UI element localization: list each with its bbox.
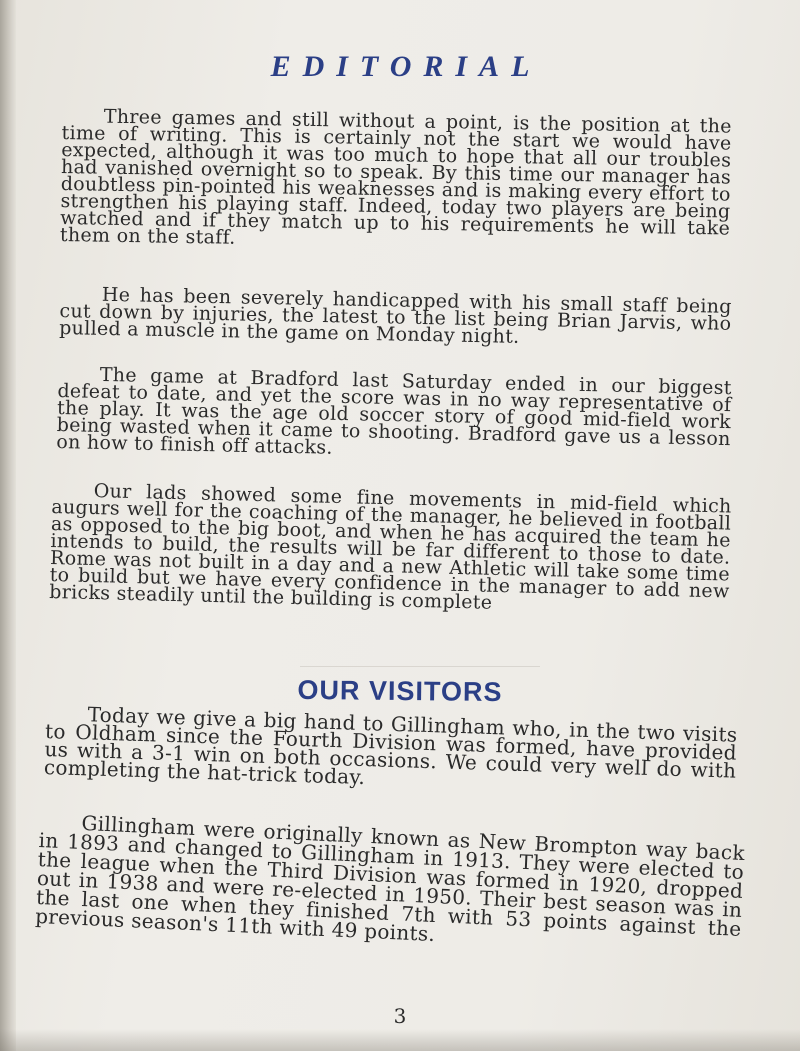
page-spine-shadow	[0, 0, 16, 1051]
visitors-paragraph-2: Gillingham were originally known as New Brompton way back in 1893 and changed to Gillingham in 1913. They were elected to the league when the Third Division was formed in 1920, dropped out in 1938 and were re-elected in 1950. Their best season was in the last one when they finished 7th with 53 points against the previous season's 11th with 49 points.	[34, 810, 746, 947]
editorial-paragraph-1: Three games and still without a point, is the position at the time of writing. This is certainly not the start we would have expected, although it was too much to hope that all our troubles had vanished overnight so to speak. By this time our manager has doubtless pin-pointed his weaknesses and is making every effort to strengthen his playing staff. Indeed, today two players are being watched and if they match up to his requirements he will take them on the staff.	[59, 105, 732, 249]
editorial-paragraph-2: He has been severely handicapped with his small staff being cut down by injuries, the latest to the list being Brian Jarvis, who pulled a muscle in the game on Monday night.	[58, 283, 732, 348]
page-bottom-edge	[0, 1029, 800, 1051]
page-number: 3	[393, 1004, 407, 1028]
editorial-paragraph-4: Our lads showed some fine movements in mid-field which augurs well for the coaching of the manager, he believed in football as opposed to the big boot, and when he has acquired the team he intends to build, the results will be far different to those to date. Rome was not built in a day and a new Athletic will take some time to build but we have every confidence in the manager to add new bricks steadily until the building is complete	[49, 480, 732, 614]
visitors-paragraph-1: Today we give a big hand to Gillingham who, in the two visits to Oldham since the Fourth Division was formed, have provided us with a 3-1 win on both occasions. We could very well do with completing the hat-trick today.	[43, 702, 738, 790]
editorial-title: EDITORIAL	[270, 50, 542, 83]
section-divider	[300, 666, 540, 667]
editorial-paragraph-3: The game at Bradford last Saturday ended in our biggest defeat to date, and yet the score was in no way representative of the play. It was the age old soccer story of good mid-field work being wasted when it came to shooting. Bradford gave us a lesson on how to finish off attacks.	[56, 363, 732, 459]
visitors-title: OUR VISITORS	[297, 674, 503, 708]
